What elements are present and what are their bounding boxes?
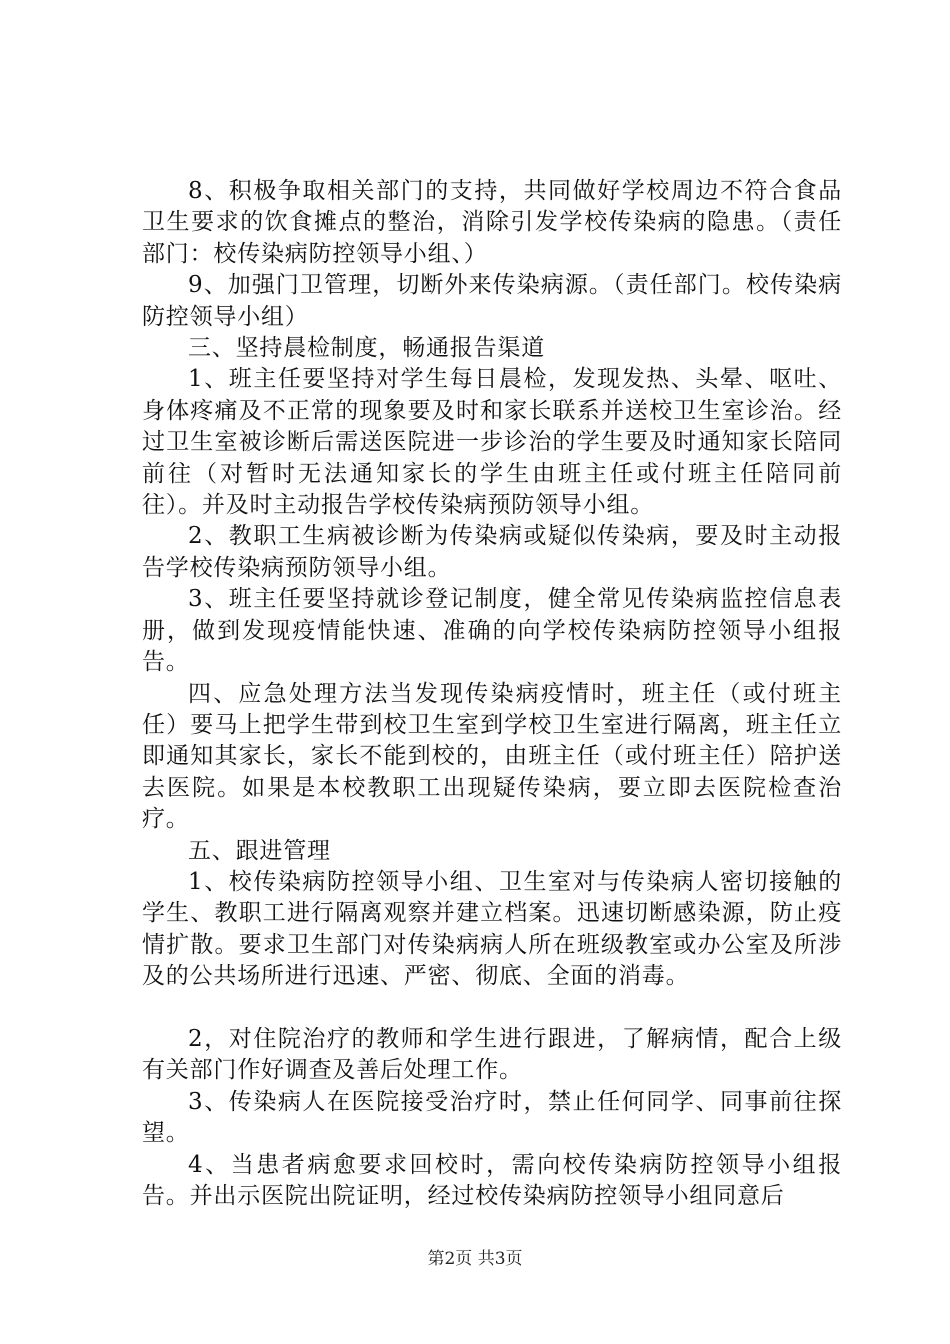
paragraph-3-2: 2、教职工生病被诊断为传染病或疑似传染病，要及时主动报告学校传染病预防领导小组。 [142,523,842,581]
paragraph-item-9: 9、加强门卫管理，切断外来传染病源。（责任部门。校传染病防控领导小组） [142,272,842,330]
paragraph-3-1: 1、班主任要坚持对学生每日晨检，发现发热、头晕、呕吐、身体疼痛及不正常的现象要及时和家长联系并送校卫生室诊治。经过卫生室被诊断后需送医院进一步诊治的学生要及时通知家长陪同前往（对暂时无法通知家长的学生由班主任或付班主任陪同前往）。并及时主动报告学校传染病预防领导小组。 [142,366,842,519]
paragraph-5-2: 2，对住院治疗的教师和学生进行跟进，了解病情，配合上级有关部门作好调查及善后处理工作。 [142,1025,842,1084]
paragraph-item-8: 8、积极争取相关部门的支持，共同做好学校周边不符合食品卫生要求的饮食摊点的整治，消除引发学校传染病的隐患。（责任部门：校传染病防控领导小组、） [142,178,842,267]
blank-line [142,993,842,1024]
section-heading-5: 五、跟进管理 [188,837,331,864]
page-number-footer: 第2页 共3页 [427,1249,523,1269]
paragraph-5-1: 1、校传染病防控领导小组、卫生室对与传染病人密切接触的学生、教职工进行隔离观察并建立档案。迅速切断感染源，防止疫情扩散。要求卫生部门对传染病病人所在班级教室或办公室及所涉及的公共场所进行迅速、严密、彻底、全面的消毒。 [142,868,842,990]
paragraph-3-3: 3、班主任要坚持就诊登记制度，健全常见传染病监控信息表册，做到发现疫情能快速、准确的向学校传染病防控领导小组报告。 [142,586,842,676]
paragraph-5-4: 4、当患者病愈要求回校时，需向校传染病防控领导小组报告。并出示医院出院证明，经过校传染病防控领导小组同意后 [142,1151,842,1209]
section-heading-3: 三、坚持晨检制度，畅通报告渠道 [188,335,545,362]
paragraph-5-3: 3、传染病人在医院接受治疗时，禁止任何同学、同事前往探望。 [142,1088,842,1147]
section-heading-4: 四、应急处理方法当发现传染病疫情时，班主任（或付班主任）要马上把学生带到校卫生室到学校卫生室进行隔离，班主任立即通知其家长，家长不能到校的，由班主任（或付班主任）陪护送去医院。如果是本校教职工出现疑传染病，要立即去医院检查治疗。 [142,680,842,833]
document-body [142,176,842,1212]
